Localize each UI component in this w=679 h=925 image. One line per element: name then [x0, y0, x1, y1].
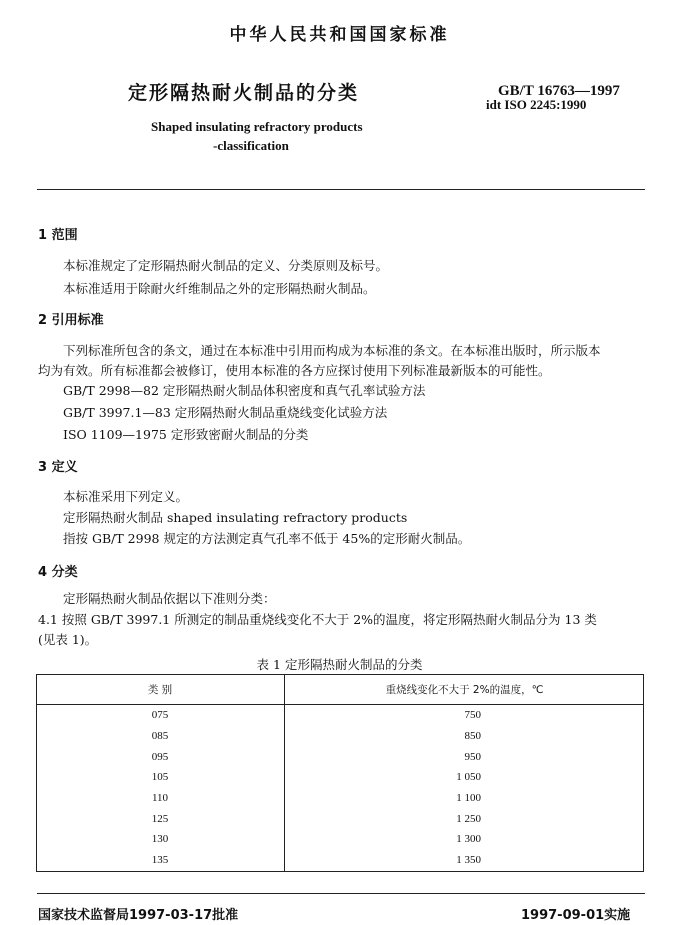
- header-divider: [37, 189, 645, 190]
- clause-4-1-line-1: 4.1 按照 GB/T 3997.1 所测定的制品重烧线变化不大于 2%的温度，将定形隔热耐火制品分为 13 类: [38, 612, 597, 627]
- section-2-paragraph-line-1: 下列标准所包含的条文，通过在本标准中引用而构成为本标准的条文。在本标准出版时，所示版本: [63, 343, 601, 358]
- reference-item: ISO 1109—1975 定形致密耐火制品的分类: [63, 427, 309, 442]
- section-3-heading: 3 定义: [38, 460, 78, 475]
- table-header-row: [36, 674, 644, 705]
- class-cell: 135: [36, 850, 285, 871]
- class-cell: 110: [36, 788, 285, 809]
- reference-item: GB/T 3997.1—83 定形隔热耐火制品重烧线变化试验方法: [63, 405, 388, 420]
- column-header-temperature: 重烧线变化不大于 2%的温度，℃: [285, 674, 645, 705]
- section-2-paragraph-line-2: 均为有效。所有标准都会被修订，使用本标准的各方应探讨使用下列标准最新版本的可能性。: [38, 363, 551, 378]
- table-row: [36, 829, 644, 850]
- temperature-cell: 850: [464, 730, 481, 743]
- section-4-heading: 4 分类: [38, 565, 78, 580]
- table-row: [36, 808, 644, 829]
- definition-term: 定形隔热耐火制品 shaped insulating refractory products: [63, 510, 408, 525]
- document-title-cn: 定形隔热耐火制品的分类: [128, 82, 360, 104]
- temperature-cell: 1 300: [456, 833, 481, 846]
- footer-divider: [37, 893, 645, 894]
- temperature-cell: 750: [464, 709, 481, 722]
- temperature-cell: 1 100: [456, 792, 481, 805]
- class-cell: 105: [36, 767, 285, 788]
- temperature-cell: 950: [464, 750, 481, 763]
- table-caption: 表 1 定形隔热耐火制品的分类: [256, 657, 423, 672]
- classification-table: [36, 674, 644, 871]
- class-cell: 125: [36, 808, 285, 829]
- identical-standard: idt ISO 2245:1990: [486, 97, 587, 112]
- section-4-paragraph: 定形隔热耐火制品依据以下准则分类：: [63, 591, 276, 606]
- section-2-heading: 2 引用标准: [38, 313, 104, 328]
- table-row: [36, 850, 644, 871]
- class-cell: 085: [36, 726, 285, 747]
- class-cell: 075: [36, 705, 285, 726]
- section-1-paragraph-2: 本标准适用于除耐火纤维制品之外的定形隔热耐火制品。: [63, 281, 376, 296]
- temperature-cell: 1 050: [456, 771, 481, 784]
- section-1-paragraph-1: 本标准规定了定形隔热耐火制品的定义、分类原则及标号。: [63, 258, 389, 273]
- section-1-heading: 1 范围: [38, 228, 78, 243]
- document-title-en-line2: -classification: [213, 138, 289, 153]
- class-cell: 130: [36, 829, 285, 850]
- table-row: [36, 767, 644, 788]
- issuing-organization: 中华人民共和国国家标准: [229, 25, 450, 45]
- class-cell: 095: [36, 746, 285, 767]
- document-title-en-line1: Shaped insulating refractory products: [151, 119, 363, 134]
- temperature-cell: 1 350: [456, 854, 481, 867]
- standard-number: GB/T 16763—1997: [498, 83, 620, 99]
- table-row: [36, 726, 644, 747]
- section-3-paragraph: 本标准采用下列定义。: [63, 489, 189, 504]
- effective-date: 1997-09-01实施: [521, 908, 631, 923]
- definition-text: 指按 GB/T 2998 规定的方法测定真气孔率不低于 45%的定形耐火制品。: [63, 531, 471, 546]
- table-row: [36, 746, 644, 767]
- temperature-cell: 1 250: [456, 812, 481, 825]
- table-row: [36, 705, 644, 726]
- approval-date: 国家技术监督局1997-03-17批准: [38, 908, 239, 923]
- table-row: [36, 788, 644, 809]
- column-header-class: 类 别: [36, 674, 285, 705]
- clause-4-1-line-2: (见表 1)。: [38, 632, 98, 647]
- reference-item: GB/T 2998—82 定形隔热耐火制品体积密度和真气孔率试验方法: [63, 383, 426, 398]
